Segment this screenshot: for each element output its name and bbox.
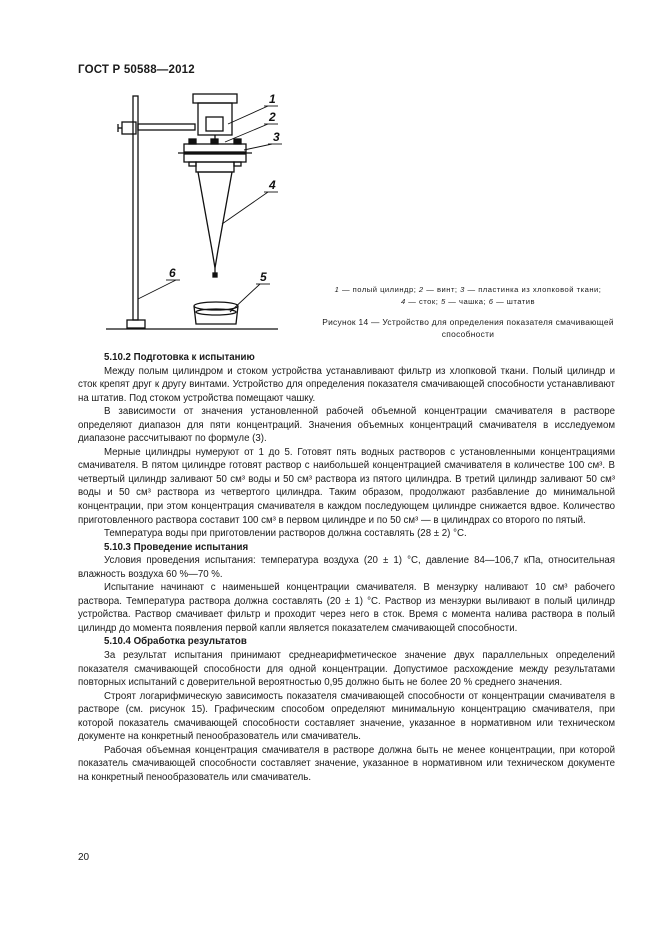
flange-bottom <box>184 154 246 162</box>
figure-label-6: 6 <box>169 266 176 280</box>
clamp-block <box>122 122 136 134</box>
paragraph: Строят логарифмическую зависимость показателя смачивающей способности от концентрации смачивателя в растворе (см. рисунок 15). Графическим способом определяют минимальную концентрацию смачивателя, при которой показатель смачивающей способности составляет значение, указанное в нормативном или техническом документе на конкретный пенообразователь или смачиватель. <box>78 690 615 743</box>
paragraph: Испытание начинают с наименьшей концентрации смачивателя. В мензурку наливают 10 см³ рабочего раствора. Температура раствора должна составлять (20 ± 1) °C. Раствор из мензурки выливают в полый цилиндр устройства. Раствор смачивает фильтр и проходит через него в сток. Время с момента налива раствора в полый цилиндр до момента появления первой капли является показателем смачивающей способности. <box>78 582 615 634</box>
cylinder-cap <box>193 94 237 103</box>
paragraph: Условия проведения испытания: температура воздуха (20 ± 1) °C, давление 84—106,7 кПа, относительная влажность воздуха 60 %—70 %. <box>78 555 615 580</box>
stand-base <box>127 320 145 328</box>
paragraph: Между полым цилиндром и стоком устройства устанавливают фильтр из хлопковой ткани. Полый цилиндр и сток крепят друг к другу винтами. Устройство для определения показателя смачивающей способности устанавливают на штатив. Под стоком устройства помещают чашку. <box>78 365 615 404</box>
section-heading: 5.10.4 Обработка результатов <box>104 636 247 648</box>
legend-line-1: 1 — полый цилиндр; 2 — винт; 3 — пластинка из хлопковой ткани; <box>334 285 602 294</box>
section-heading: 5.10.3 Проведение испытания <box>104 541 249 553</box>
figure-label-1: 1 <box>269 92 276 106</box>
hollow-cylinder <box>198 103 232 135</box>
figure-label-5: 5 <box>260 270 267 284</box>
paragraph: Рабочая объемная концентрация смачивателя в растворе должна быть не менее концентрации, при которой показатель смачивающей способности составляет значение, указанное в нормативном или техническом документе на конкретный пенообразователь или смачиватель. <box>78 744 615 783</box>
apparatus-figure <box>78 84 318 334</box>
legend-line-2: 4 — сток; 5 — чашка; 6 — штатив <box>400 297 536 306</box>
figure-caption: Рисунок 14 — Устройство для определения показателя смачивающей способности <box>322 317 614 339</box>
paragraph: Температура воды при приготовлении растворов должна составлять (28 ± 2) °C. <box>104 528 467 540</box>
document-body <box>78 351 615 785</box>
section-heading: 5.10.2 Подготовка к испытанию <box>104 352 255 363</box>
cylinder-window <box>206 117 223 131</box>
figure-label-2: 2 <box>269 110 276 124</box>
figure-label-4: 4 <box>269 178 276 192</box>
figure-legend <box>322 284 614 308</box>
page-number: 20 <box>78 852 90 863</box>
clamp-arm <box>138 124 195 130</box>
paragraph: За результат испытания принимают среднеарифметическое значение двух параллельных определений показателя смачивающей способности для одной концентрации. Допустимое расхождение между результатами повторных испытаний с доверительной вероятностью 0,95 должно быть не более 20 % среднего значения. <box>78 650 615 689</box>
drain-cone <box>198 172 232 268</box>
paragraph: В зависимости от значения установленной рабочей объемной концентрации смачивателя в растворе определяют диапазон для пяти концентраций. Значения объемных концентраций смачивателя в исследуемом диапазоне рассчитывают по формуле (3). <box>78 406 615 445</box>
figure-label-3: 3 <box>273 130 280 144</box>
document-header: ГОСТ Р 50588—2012 <box>78 64 195 76</box>
flange-top <box>184 144 246 152</box>
paragraph: Мерные цилиндры нумеруют от 1 до 5. Готовят пять водных растворов с установленными концентрациями смачивателя. В пятом цилиндре готовят раствор с наибольшей концентрацией смачивателя в количестве 100 см³. В четвертый цилиндр заливают 50 см³ воды и 50 см³ раствора из пятого цилиндра. В третий цилиндр заливают 50 см³ воды и 50 см³ раствора из четвертого цилиндра. Таким образом, продолжают разбавление до минимальной концентрации, при этом концентрация смачивателя в каждом последующем цилиндре снижается вдвое. Количество приготовленного раствора составит 100 см³ в первом цилиндре и по 50 см³ — в цилиндрах со второго по пятый. <box>78 446 615 526</box>
